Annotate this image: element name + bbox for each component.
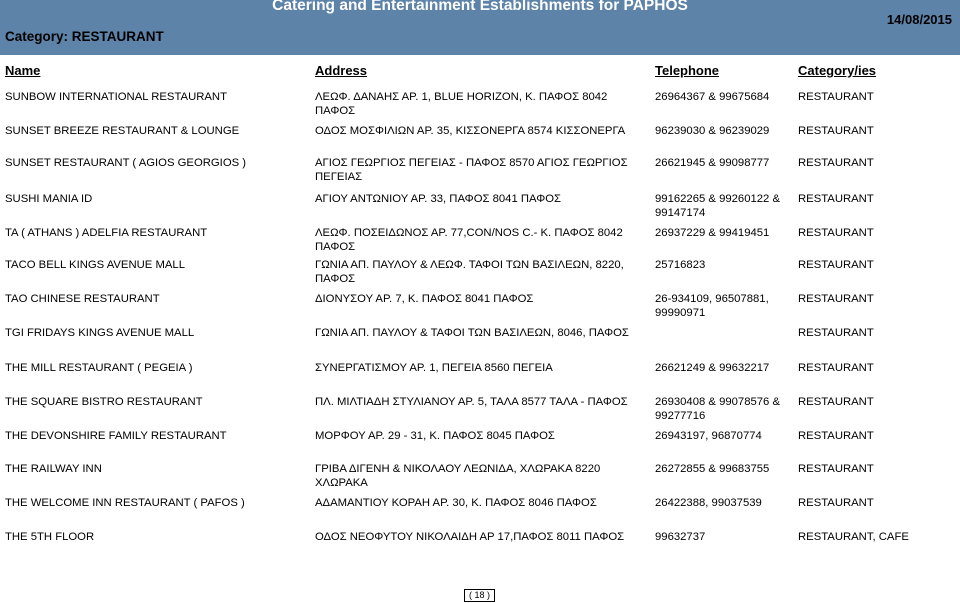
cell-category: RESTAURANT	[798, 193, 874, 205]
cell-name: SUNBOW INTERNATIONAL RESTAURANT	[5, 91, 227, 103]
cell-address: ΣΥΝΕΡΓΑΤΙΣΜΟΥ ΑΡ. 1, ΠΕΓΕΙΑ 8560 ΠΕΓΕΙΑ	[315, 362, 553, 374]
cell-address: ΠΛ. ΜΙΛΤΙΑΔΗ ΣΤΥΛΙΑΝΟΥ ΑΡ. 5, ΤΑΛΑ 8577 ΤΑΛΑ - ΠΑΦΟΣ	[315, 396, 628, 408]
cell-name: THE SQUARE BISTRO RESTAURANT	[5, 396, 203, 408]
cell-address: ΛΕΩΦ. ΔΑΝΑΗΣ ΑΡ. 1, BLUE HORIZON, Κ. ΠΑΦΟΣ 8042 ΠΑΦΟΣ	[315, 91, 608, 117]
cell-category: RESTAURANT	[798, 430, 874, 442]
cell-address: ΓΩΝΙΑ ΑΠ. ΠΑΥΛΟΥ & ΛΕΩΦ. ΤΑΦΟΙ ΤΩΝ ΒΑΣΙΛΕΩΝ, 8220, ΠΑΦΟΣ	[315, 259, 624, 285]
column-header-telephone: Telephone	[655, 63, 720, 78]
cell-address: ΟΔΟΣ ΜΟΣΦΙΛΙΩΝ ΑΡ. 35, ΚΙΣΣΟΝΕΡΓΑ 8574 ΚΙΣΣΟΝΕΡΓΑ	[315, 125, 626, 137]
cell-telephone: 96239030 & 96239029	[655, 125, 770, 137]
cell-address: ΑΓΙΟΣ ΓΕΩΡΓΙΟΣ ΠΕΓΕΙΑΣ - ΠΑΦΟΣ 8570 ΑΓΙΟΣ ΓΕΩΡΓΙΟΣ ΠΕΓΕΙΑΣ	[315, 157, 628, 183]
cell-telephone: 26-934109, 96507881, 99990971	[655, 293, 769, 319]
page-number: ( 18 )	[464, 589, 495, 602]
cell-name: SUSHI MANIA ID	[5, 193, 93, 205]
column-header-address: Address	[315, 63, 368, 78]
cell-address: ΓΡΙΒΑ ΔΙΓΕΝΗ & ΝΙΚΟΛΑΟΥ ΛΕΩΝΙΔΑ, ΧΛΩΡΑΚΑ 8220 ΧΛΩΡΑΚΑ	[315, 463, 601, 489]
page-header	[0, 0, 960, 55]
cell-name: THE RAILWAY INN	[5, 463, 102, 475]
cell-address: ΑΓΙΟΥ ΑΝΤΩΝΙΟΥ ΑΡ. 33, ΠΑΦΟΣ 8041 ΠΑΦΟΣ	[315, 193, 562, 205]
cell-address: ΜΟΡΦΟΥ ΑΡ. 29 - 31, Κ. ΠΑΦΟΣ 8045 ΠΑΦΟΣ	[315, 430, 555, 442]
cell-address: ΓΩΝΙΑ ΑΠ. ΠΑΥΛΟΥ & ΤΑΦΟΙ ΤΩΝ ΒΑΣΙΛΕΩΝ, 8046, ΠΑΦΟΣ	[315, 327, 629, 339]
cell-address: ΟΔΟΣ ΝΕΟΦΥΤΟΥ ΝΙΚΟΛΑΙΔΗ ΑΡ 17,ΠΑΦΟΣ 8011 ΠΑΦΟΣ	[315, 531, 625, 543]
cell-name: THE DEVONSHIRE FAMILY RESTAURANT	[5, 430, 227, 442]
cell-name: SUNSET BREEZE RESTAURANT & LOUNGE	[5, 125, 240, 137]
cell-telephone: 26943197, 96870774	[655, 430, 762, 442]
cell-telephone: 25716823	[655, 259, 706, 271]
cell-category: RESTAURANT	[798, 396, 874, 408]
cell-name: TAO CHINESE RESTAURANT	[5, 293, 160, 305]
cell-category: RESTAURANT	[798, 497, 874, 509]
cell-name: TA ( ATHANS ) ADELFIA RESTAURANT	[5, 227, 208, 239]
cell-category: RESTAURANT	[798, 293, 874, 305]
column-headers	[0, 63, 960, 83]
cell-category: RESTAURANT	[798, 259, 874, 271]
cell-category: RESTAURANT, CAFE	[798, 531, 909, 543]
cell-category: RESTAURANT	[798, 327, 874, 339]
cell-category: RESTAURANT	[798, 91, 874, 103]
report-date: 14/08/2015	[886, 12, 952, 27]
cell-category: RESTAURANT	[798, 157, 874, 169]
cell-name: SUNSET RESTAURANT ( AGIOS GEORGIOS )	[5, 157, 247, 169]
cell-telephone: 26930408 & 99078576 & 99277716	[655, 396, 781, 422]
cell-category: RESTAURANT	[798, 125, 874, 137]
document-title: Catering and Entertainment Establishments for PAPHOS	[272, 0, 688, 14]
cell-name: TGI FRIDAYS KINGS AVENUE MALL	[5, 327, 195, 339]
cell-category: RESTAURANT	[798, 362, 874, 374]
cell-telephone: 26272855 & 99683755	[655, 463, 770, 475]
cell-name: THE 5TH FLOOR	[5, 531, 95, 543]
cell-name: TACO BELL KINGS AVENUE MALL	[5, 259, 185, 271]
cell-name: THE WELCOME INN RESTAURANT ( PAFOS )	[5, 497, 245, 509]
cell-address: ΑΔΑΜΑΝΤΙΟΥ ΚΟΡΑΗ ΑΡ. 30, Κ. ΠΑΦΟΣ 8046 ΠΑΦΟΣ	[315, 497, 597, 509]
cell-telephone: 26964367 & 99675684	[655, 91, 770, 103]
cell-telephone: 99162265 & 99260122 & 99147174	[655, 193, 781, 219]
cell-telephone: 26422388, 99037539	[655, 497, 762, 509]
cell-telephone: 26937229 & 99419451	[655, 227, 770, 239]
cell-address: ΛΕΩΦ. ΠΟΣΕΙΔΩΝΟΣ ΑΡ. 77,CON/NOS C.- Κ. ΠΑΦΟΣ 8042 ΠΑΦΟΣ	[315, 227, 623, 253]
cell-name: THE MILL RESTAURANT ( PEGEIA )	[5, 362, 193, 374]
cell-telephone: 99632737	[655, 531, 706, 543]
cell-category: RESTAURANT	[798, 463, 874, 475]
column-header-category: Category/ies	[798, 63, 877, 78]
column-header-name: Name	[5, 63, 41, 78]
cell-telephone: 26621945 & 99098777	[655, 157, 770, 169]
cell-telephone: 26621249 & 99632217	[655, 362, 770, 374]
cell-address: ΔΙΟΝΥΣΟΥ ΑΡ. 7, Κ. ΠΑΦΟΣ 8041 ΠΑΦΟΣ	[315, 293, 534, 305]
cell-category: RESTAURANT	[798, 227, 874, 239]
category-label: Category: RESTAURANT	[5, 29, 164, 44]
